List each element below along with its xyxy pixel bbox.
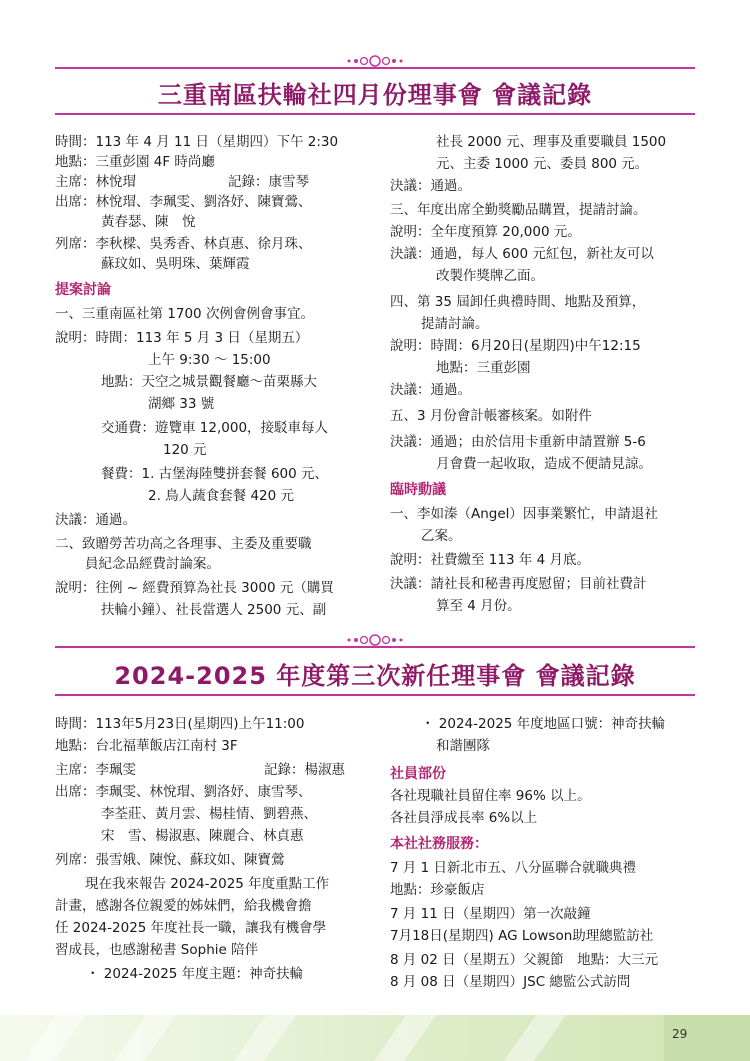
event-1: 7 月 1 日新北市五、八分區聯合就職典禮 — [390, 860, 637, 876]
district-slogan-cont: 和諧團隊 — [436, 738, 490, 754]
district-slogan: ・ 2024-2025 年度地區口號：神奇扶輪 — [421, 716, 666, 732]
proposal-1-meal: 餐費：1. 古堡海陸雙拼套餐 600 元、 — [101, 466, 329, 482]
meeting2-attendees: 出席：李珮雯、林悅瑁、劉洛妤、康雪琴、 — [55, 784, 312, 800]
meeting2-location: 地點：台北福華飯店江南村 3F — [55, 738, 238, 754]
proposal-2-note-cont3: 元、主委 1000 元、委員 800 元。 — [436, 156, 649, 172]
proposal-1-transport-cont: 120 元 — [163, 442, 207, 458]
section2-title: 2024-2025 年度第三次新任理事會 會議記錄 — [114, 662, 636, 690]
proposal-4-place: 地點：三重彭園 — [436, 360, 531, 376]
report-paragraph-4: 習成長，也感謝秘書 Sophie 陪伴 — [55, 942, 259, 958]
footer-band — [0, 1015, 750, 1061]
proposal-4-cont: 提請討論。 — [421, 316, 489, 332]
title2-rule-bottom — [55, 694, 695, 696]
proposal-1-transport: 交通費：遊覽車 12,000，接駁車每人 — [101, 420, 329, 436]
event-4: 8 月 02 日（星期五）父親節 地點：大三元 — [390, 952, 659, 968]
proposal-3-note: 說明：全年度預算 20,000 元。 — [390, 224, 581, 240]
page-number: 29 — [672, 1027, 688, 1041]
observers: 列席：李秋樑、吳秀香、林貞惠、徐月珠、 — [55, 236, 312, 252]
title2-rule-top — [55, 646, 695, 648]
proposal-5-resolution: 決議：通過；由於信用卡重新申請置辦 5-6 — [390, 434, 646, 450]
motion-1-resolution: 決議：請社長和秘書再度慰留；目前社費計 — [390, 576, 647, 592]
proposal-5: 五、3 月份會計帳審核案。如附件 — [390, 408, 592, 424]
proposal-2: 二、致贈勞苦功高之各理事、主委及重要職 — [55, 536, 312, 552]
proposal-4: 四、第 35 屆卸任典禮時間、地點及預算， — [390, 294, 646, 310]
observers-cont: 蘇玟如、吳明珠、葉輝霞 — [101, 256, 250, 272]
proposal-2-note: 說明：往例 ~ 經費預算為社長 3000 元（購買 — [55, 580, 334, 596]
proposal-3: 三、年度出席全勤獎勵品購置，提請討論。 — [390, 202, 647, 218]
meeting2-observers: 列席：張雪娥、陳悅、蘇玟如、陳寶鶯 — [55, 852, 285, 868]
report-paragraph-1: 現在我來報告 2024-2025 年度重點工作 — [85, 876, 330, 892]
report-paragraph-2: 計畫，感謝各位親愛的姊妹們，給我機會擔 — [55, 898, 312, 914]
title-rule-bottom — [55, 113, 695, 115]
heading-club-service: 本社社務服務： — [390, 836, 488, 852]
meeting2-chair: 主席：李珮雯 — [55, 762, 136, 778]
proposal-1: 一、三重南區社第 1700 次例會例會事宜。 — [55, 306, 314, 322]
membership-growth: 各社員淨成長率 6%以上 — [390, 810, 538, 826]
heading-extempore: 臨時動議 — [390, 482, 446, 498]
proposal-3-resolution: 決議：通過，每人 600 元紅包，新社友可以 — [390, 246, 654, 262]
section1-title: 三重南區扶輪社四月份理事會 會議記錄 — [157, 81, 593, 109]
attendees: 出席：林悅瑁、李珮雯、劉洛妤、陳寶鶯、 — [55, 194, 312, 210]
meeting2-attendees-cont2: 宋 雪、楊淑惠、陳麗合、林貞惠 — [101, 828, 304, 844]
proposal-2-note-cont: 扶輪小鐘）、社長當選人 2500 元、副 — [101, 602, 327, 618]
proposal-1-time: 說明：時間：113 年 5 月 3 日（星期五） — [55, 330, 309, 346]
proposal-1-meal-cont: 2. 鳥人蔬食套餐 420 元 — [148, 488, 295, 504]
attendees-cont: 黃春瑟、陳 悅 — [101, 214, 196, 230]
title-rule-top — [55, 67, 695, 69]
proposal-1-resolution: 決議：通過。 — [55, 512, 136, 528]
proposal-4-resolution: 決議：通過。 — [390, 382, 471, 398]
proposal-1-place-cont: 湖鄉 33 號 — [148, 396, 215, 412]
year-theme: ・ 2024-2025 年度主題：神奇扶輪 — [86, 966, 304, 982]
proposal-4-time: 說明：時間：6月20日(星期四)中午12:15 — [390, 338, 641, 354]
membership-retention: 各社現職社員留住率 96% 以上。 — [390, 788, 591, 804]
event-3: 7月18日(星期四) AG Lowson助理總監訪社 — [390, 928, 654, 944]
event-2: 7 月 11 日（星期四）第一次敲鐘 — [390, 906, 591, 922]
meeting2-attendees-cont: 李荃莊、黃月雲、楊桂情、劉碧燕、 — [101, 806, 317, 822]
event-1-place: 地點：珍豪飯店 — [390, 882, 485, 898]
motion-1-resolution-cont: 算至 4 月份。 — [436, 598, 521, 614]
proposal-2-note-cont2: 社長 2000 元、理事及重要職員 1500 — [436, 134, 667, 150]
proposal-2-resolution: 決議：通過。 — [390, 178, 471, 194]
proposal-5-resolution-cont: 月會費一起收取，造成不便請見諒。 — [436, 456, 652, 472]
proposal-1-time-cont: 上午 9:30 ～ 15:00 — [148, 352, 271, 368]
event-5: 8 月 08 日（星期四）JSC 總監公式訪問 — [390, 974, 631, 990]
meeting-chair: 主席：林悅瑁 — [55, 174, 136, 190]
heading-membership: 社員部份 — [390, 766, 446, 782]
proposal-3-resolution-cont: 改製作獎牌乙面。 — [436, 268, 544, 284]
meeting-location: 地點：三重彭園 4F 時尚廳 — [55, 154, 215, 170]
motion-1-note: 說明：社費繳至 113 年 4 月底。 — [390, 552, 591, 568]
proposal-2-cont: 員紀念品經費討論案。 — [85, 556, 220, 572]
heading-proposals: 提案討論 — [55, 282, 111, 298]
meeting-recorder: 記錄：康雪琴 — [228, 174, 309, 190]
meeting2-time: 時間：113年5月23日(星期四)上午11:00 — [55, 716, 305, 732]
motion-1-cont: 乙案。 — [421, 528, 462, 544]
motion-1: 一、李如溱（Angel）因事業繁忙，申請退社 — [390, 506, 658, 522]
proposal-1-place: 地點：天空之城景觀餐廳～苗栗縣大 — [101, 374, 317, 390]
report-paragraph-3: 任 2024-2025 年度社長一職，讓我有機會學 — [55, 920, 327, 936]
meeting2-recorder: 記錄：楊淑惠 — [264, 762, 345, 778]
meeting-time: 時間：113 年 4 月 11 日（星期四）下午 2:30 — [55, 134, 339, 150]
